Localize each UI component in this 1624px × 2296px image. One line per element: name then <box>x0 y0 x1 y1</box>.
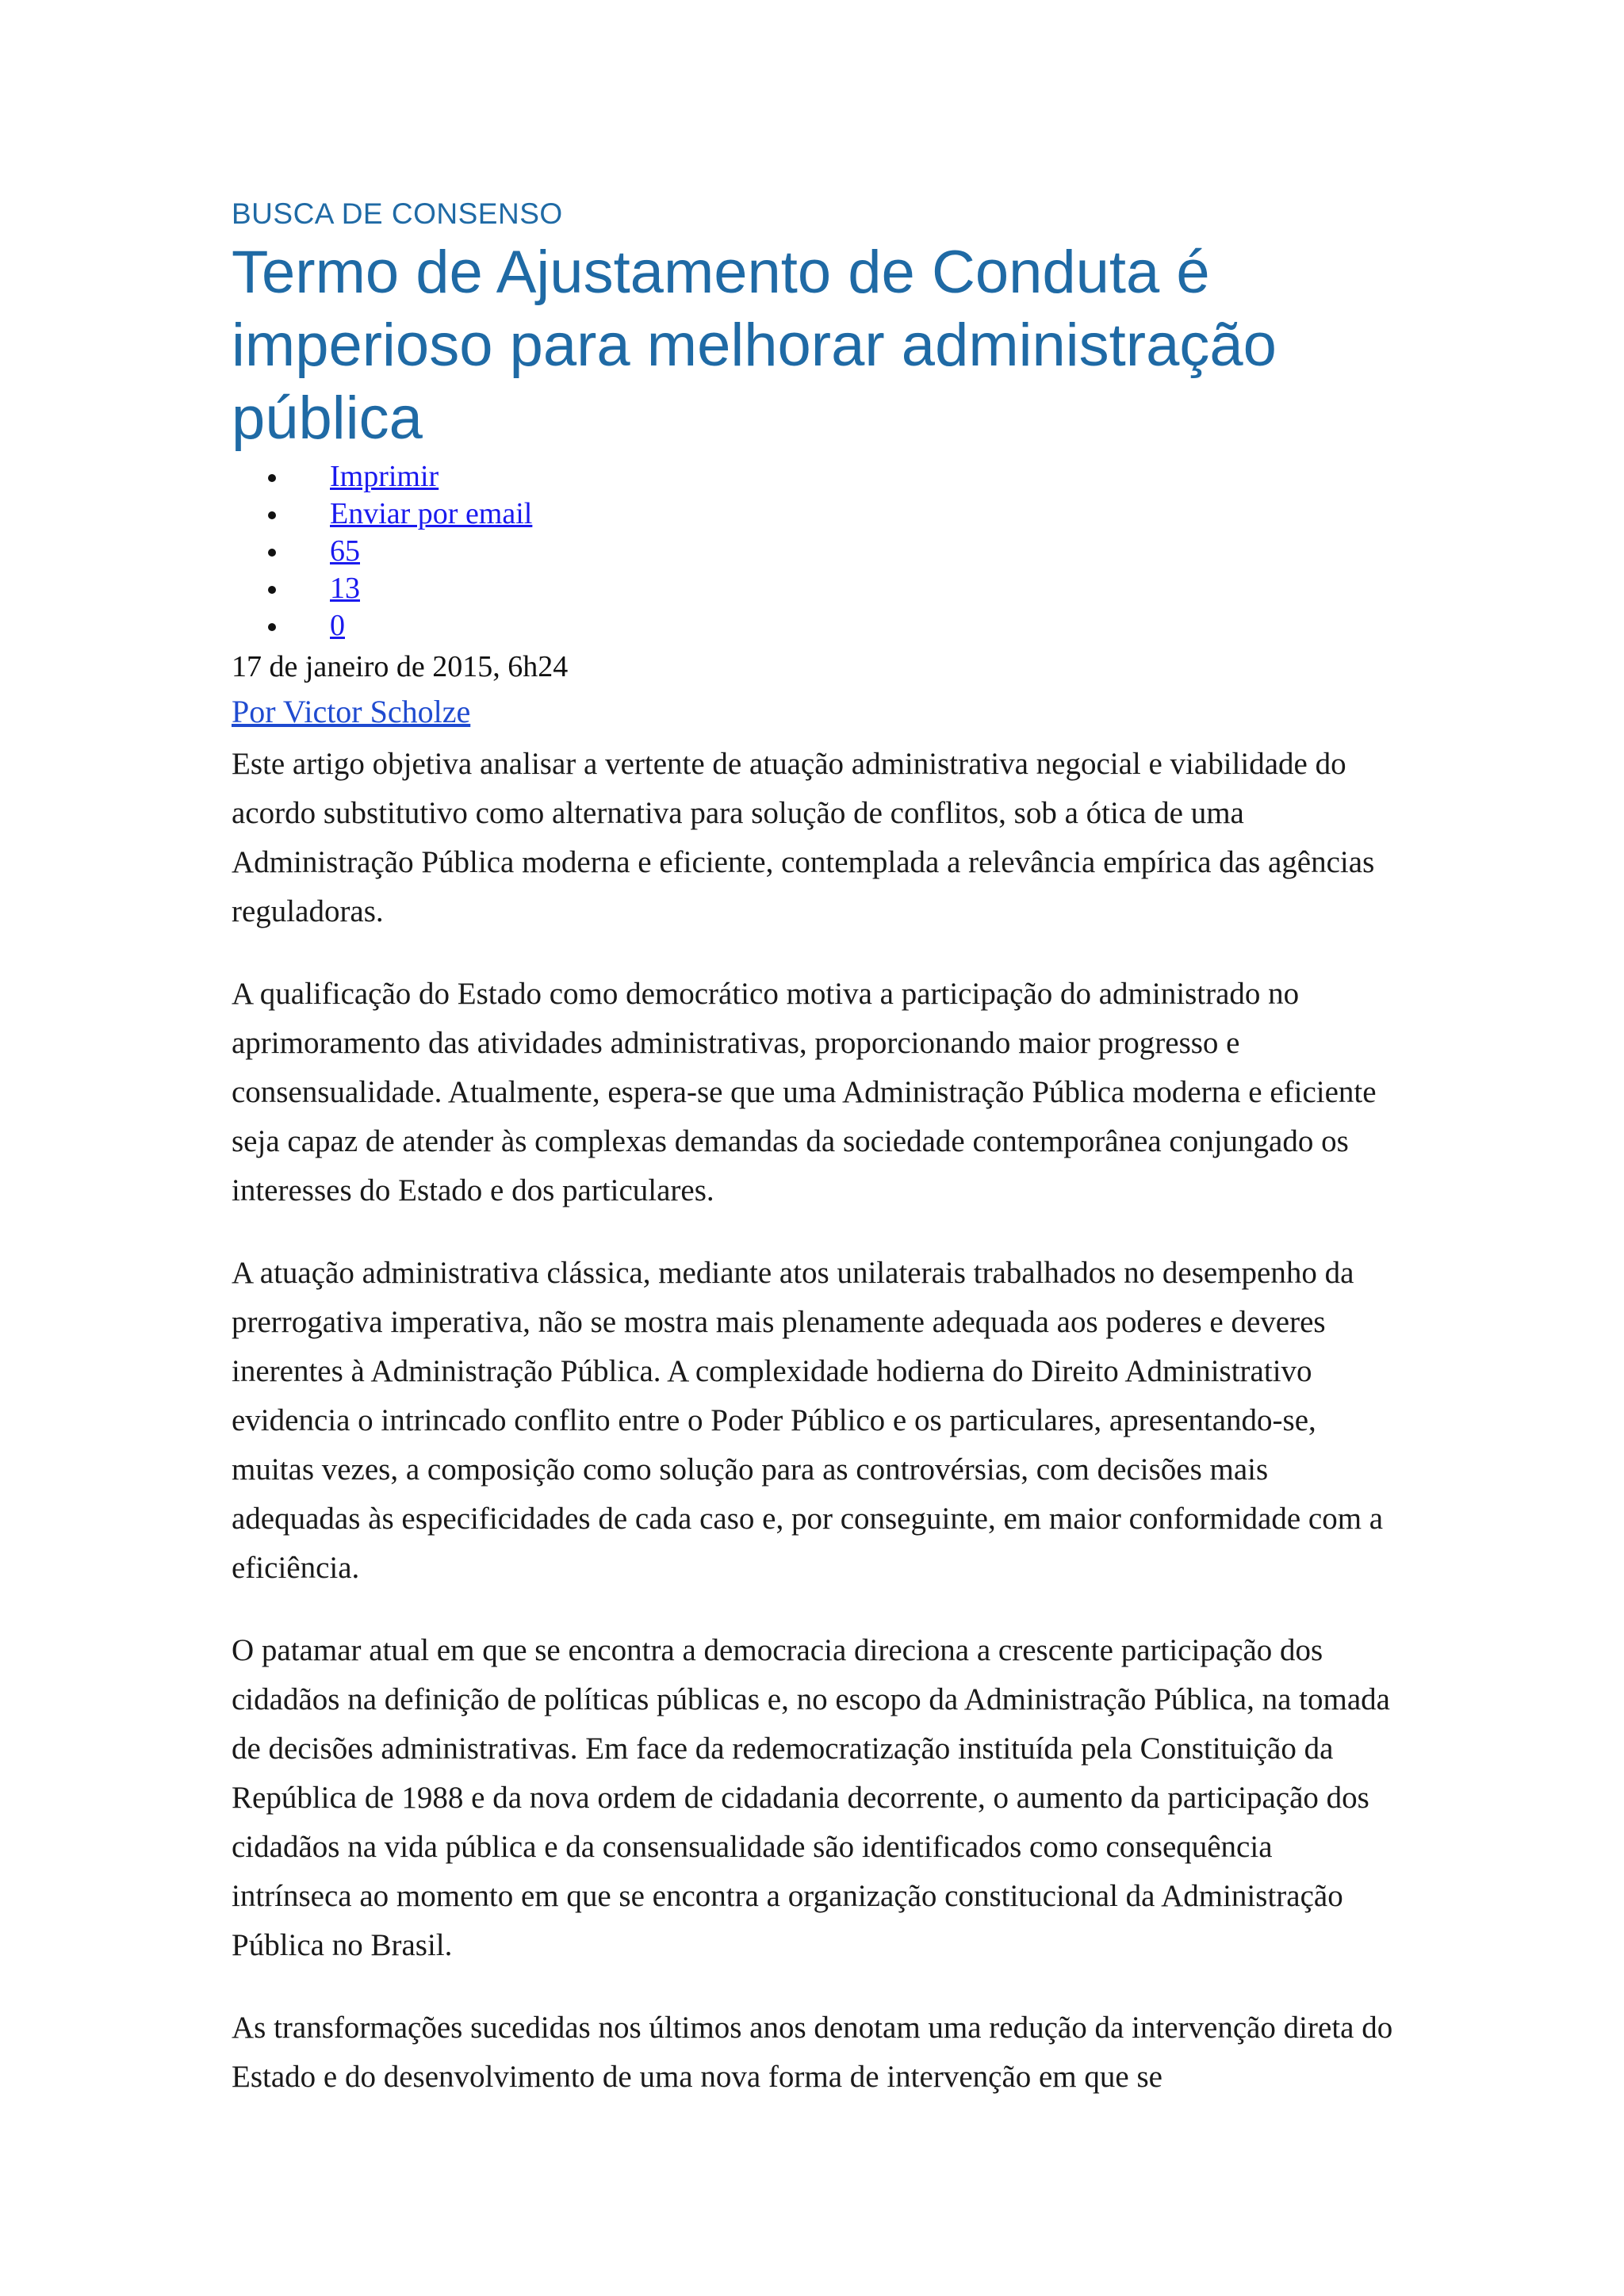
share-item-count-2 <box>232 570 1397 607</box>
share-item-email <box>232 496 1397 533</box>
bullet-icon <box>268 586 276 594</box>
article <box>232 197 1397 2135</box>
bullet-icon <box>268 549 276 557</box>
article-title: Termo de Ajustamento de Conduta é imperioso para melhorar administração pública <box>232 239 1277 452</box>
article-byline <box>232 689 1397 735</box>
bullet-icon <box>268 623 276 631</box>
author-link[interactable]: Por Victor Scholze <box>232 694 471 729</box>
paragraph: A atuação administrativa clássica, mediante atos unilaterais trabalhados no desempenho da prerrogativa imperativa, não se mostra mais plenamente adequada aos poderes e deveres inerentes à Administração Pública. A complexidade hodierna do Direito Administrativo evidencia o intrincado conflito entre o Poder Público e os particulares, apresentando-se, muitas vezes, a composição como solução para as controvérsias, com decisões mais adequadas às especificidades de cada caso e, por conseguinte, em maior conformidade com a eficiência. <box>232 1256 1384 1585</box>
paragraph: As transformações sucedidas nos últimos anos denotam uma redução da intervenção direta do Estado e do desenvolvimento de uma nova forma de intervenção em que se <box>232 2011 1393 2094</box>
bullet-icon <box>268 474 276 482</box>
print-link[interactable]: Imprimir <box>330 460 439 493</box>
paragraph: A qualificação do Estado como democrático motiva a participação do administrado no aprimoramento das atividades administrativas, proporcionando maior progresso e consensualidade. Atualmente, espera-se que uma Administração Pública moderna e eficiente seja capaz de atender às complexas demandas da sociedade contemporânea conjungado os interesses do Estado e dos particulares. <box>232 977 1377 1207</box>
email-link[interactable]: Enviar por email <box>330 497 533 530</box>
article-date: 17 de janeiro de 2015, 6h24 <box>232 650 569 683</box>
article-kicker: BUSCA DE CONSENSO <box>232 197 563 230</box>
paragraph: Este artigo objetiva analisar a vertente de atuação administrativa negocial e viabilidade do acordo substitutivo como alternativa para solução de conflitos, sob a ótica de uma Administração Pública moderna e eficiente, contemplada a relevância empírica das agências reguladoras. <box>232 747 1375 928</box>
share-links-list <box>232 458 1397 645</box>
share-item-count-3 <box>232 607 1397 645</box>
paragraph: O patamar atual em que se encontra a democracia direciona a crescente participação dos cidadãos na definição de políticas públicas e, no escopo da Administração Pública, na tomada de decisões administrativas. Em face da redemocratização instituída pela Constituição da República de 1988 e da nova ordem de cidadania decorrente, o aumento da participação dos cidadãos na vida pública e da consensualidade são identificados como consequência intrínseca ao momento em que se encontra a organização constitucional da Administração Pública no Brasil. <box>232 1633 1390 1962</box>
bullet-icon <box>268 511 276 519</box>
share-item-count-1 <box>232 533 1397 570</box>
comment-count-link[interactable]: 0 <box>330 609 345 642</box>
share-count-link[interactable]: 65 <box>330 534 360 568</box>
share-count-link[interactable]: 13 <box>330 572 360 605</box>
share-item-print <box>232 458 1397 496</box>
